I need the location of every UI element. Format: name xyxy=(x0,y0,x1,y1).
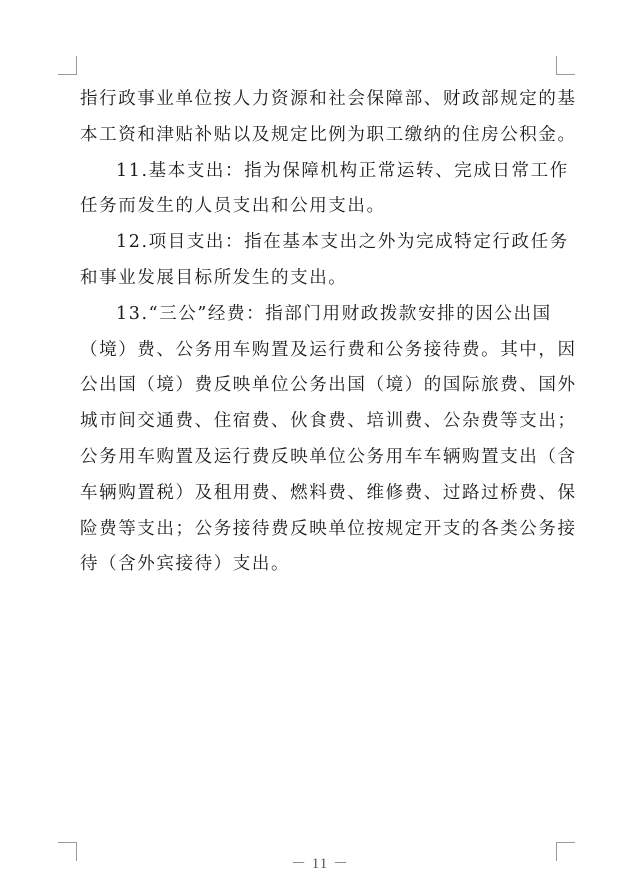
text-line: 本工资和津贴补贴以及规定比例为职工缴纳的住房公积金。 xyxy=(80,124,577,145)
text-line: 公出国（境）费反映单位公务出国（境）的国际旅费、国外 xyxy=(80,375,577,396)
page-number: － 11 － xyxy=(291,856,349,872)
text-line: 和事业发展目标所发生的支出。 xyxy=(80,267,348,288)
text-line: （境）费、公务用车购置及运行费和公务接待费。其中，因 xyxy=(80,339,577,360)
text-line: 城市间交通费、住宿费、伙食费、培训费、公杂费等支出； xyxy=(80,411,577,432)
crop-mark-top-left xyxy=(58,56,77,75)
text-line: 车辆购置税）及租用费、燃料费、维修费、过路过桥费、保 xyxy=(80,482,577,503)
text-line: 任务而发生的人员支出和公用支出。 xyxy=(80,196,386,217)
text-line: 指行政事业单位按人力资源和社会保障部、财政部规定的基 xyxy=(80,89,577,109)
paragraph-13-start: 13.“三公”经费：指部门用财政拨款安排的因公出国 xyxy=(116,303,552,324)
paragraph-12-start: 12.项目支出：指在基本支出之外为完成特定行政任务 xyxy=(116,232,569,253)
text-line: 公务用车购置及运行费反映单位公务用车车辆购置支出（含 xyxy=(80,446,577,467)
paragraph-11-start: 11.基本支出：指为保障机构正常运转、完成日常工作 xyxy=(116,160,569,181)
text-line: 险费等支出；公务接待费反映单位按规定开支的各类公务接 xyxy=(80,518,577,539)
text-line: 待（含外宾接待）支出。 xyxy=(80,554,291,575)
body-text xyxy=(80,82,577,583)
crop-mark-top-right xyxy=(556,56,575,75)
